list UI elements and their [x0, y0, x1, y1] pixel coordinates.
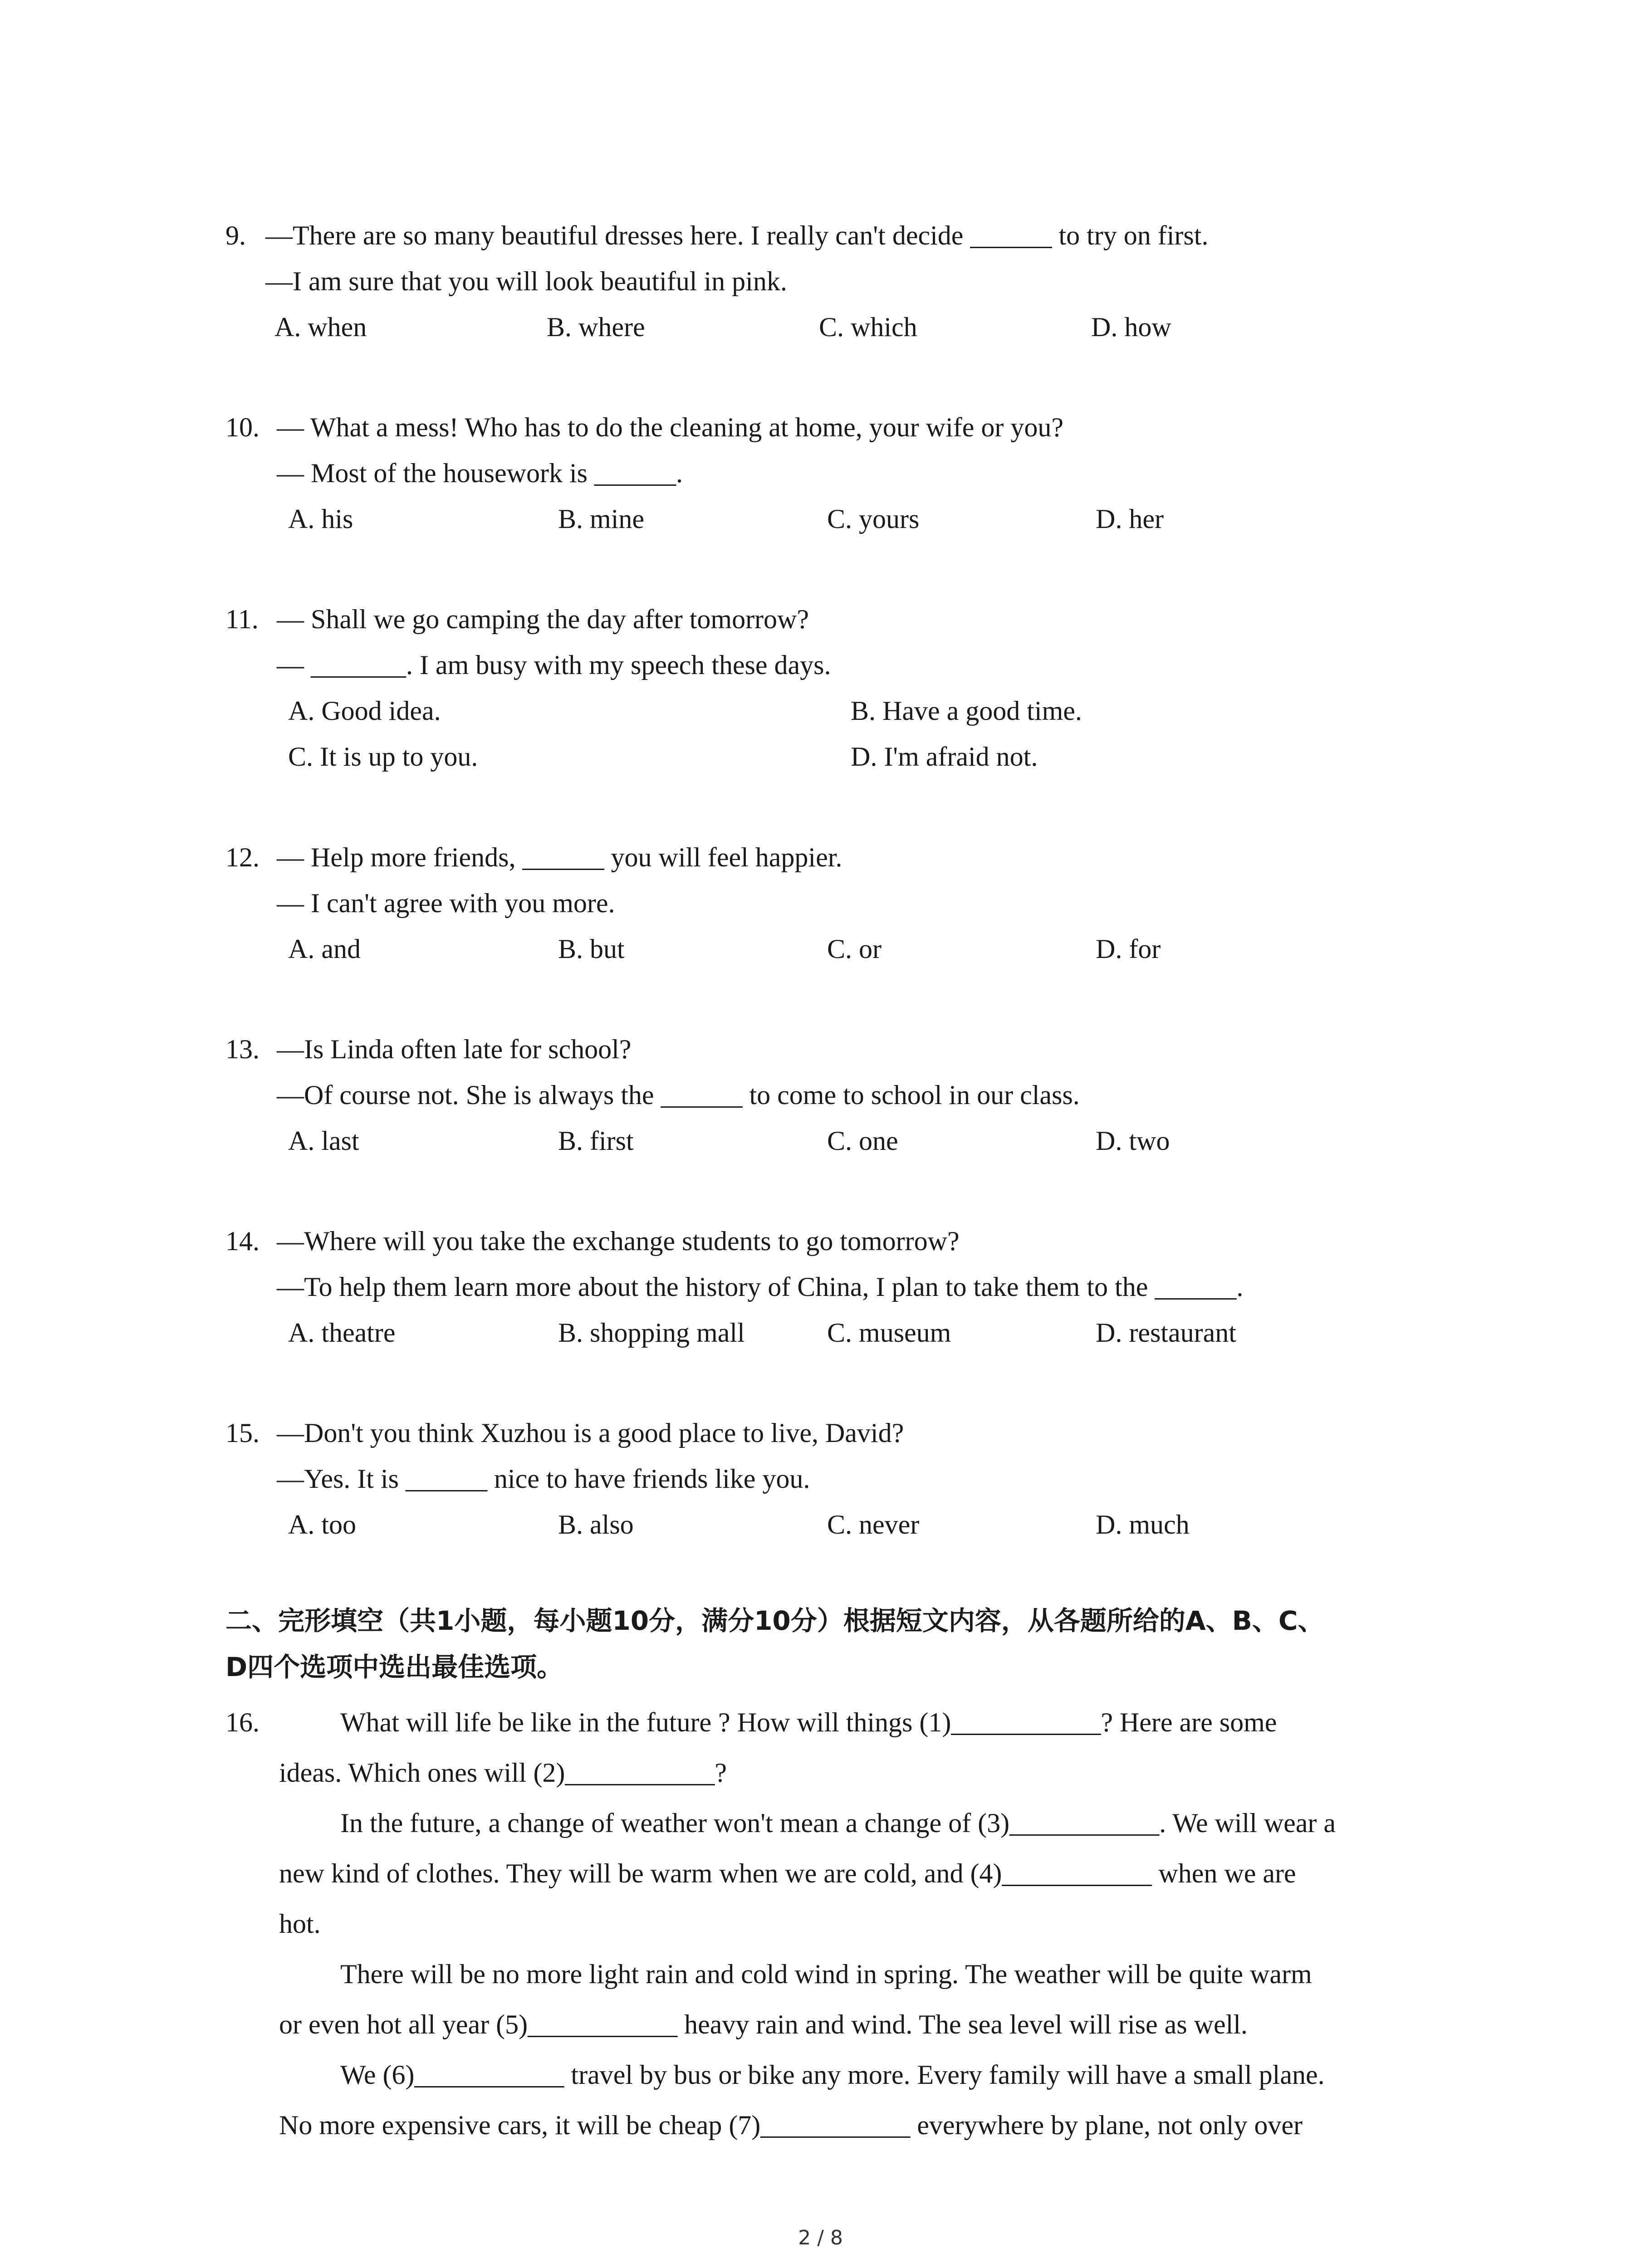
question-number: 14.	[225, 1226, 260, 1256]
passage-line: ideas. Which ones will (2)___________?	[279, 1758, 727, 1788]
question-line: —I am sure that you will look beautiful in pink.	[265, 266, 787, 296]
option-c: C. which	[819, 312, 917, 342]
option-d: D. much	[1096, 1510, 1190, 1540]
question-number: 15.	[225, 1418, 260, 1448]
option-c: C. one	[827, 1126, 898, 1156]
passage-line: We (6)___________ travel by bus or bike any more. Every family will have a small plane.	[340, 2060, 1325, 2090]
passage-line: What will life be like in the future ? How will things (1)___________? Here are some	[340, 1707, 1277, 1737]
option-a: A. and	[288, 934, 361, 964]
section-heading: 二、完形填空（共1小题，每小题10分，满分10分）根据短文内容，从各题所给的A、B、C、	[225, 1605, 1324, 1636]
passage-line: hot.	[279, 1909, 321, 1939]
question-number: 9.	[225, 220, 246, 250]
question-line: —Is Linda often late for school?	[277, 1034, 632, 1064]
option-a: A. his	[288, 504, 353, 534]
option-d: D. restaurant	[1096, 1318, 1236, 1348]
question-line: —Of course not. She is always the ______ to come to school in our class.	[277, 1080, 1080, 1110]
question-line: — Help more friends, ______ you will feel happier.	[277, 842, 843, 872]
question-line: — I can't agree with you more.	[277, 888, 615, 918]
question-line: —Where will you take the exchange students to go tomorrow?	[277, 1226, 960, 1256]
option-d: D. two	[1096, 1126, 1170, 1156]
option-d: D. for	[1096, 934, 1161, 964]
question-number: 16.	[225, 1707, 260, 1737]
question-line: —Yes. It is ______ nice to have friends like you.	[277, 1464, 810, 1494]
passage-line: new kind of clothes. They will be warm when we are cold, and (4)___________ when we are	[279, 1858, 1296, 1888]
question-line: — Most of the housework is ______.	[277, 458, 683, 488]
page-number: 2 / 8	[798, 2226, 843, 2249]
question-line: —Don't you think Xuzhou is a good place to live, David?	[277, 1418, 904, 1448]
option-b: B. but	[558, 934, 625, 964]
passage-line: No more expensive cars, it will be cheap (7)___________ everywhere by plane, not only over	[279, 2110, 1303, 2140]
option-d: D. her	[1096, 504, 1164, 534]
question-line: — What a mess! Who has to do the cleaning at home, your wife or you?	[277, 412, 1063, 442]
option-b: B. shopping mall	[558, 1318, 745, 1348]
option-b: B. first	[558, 1126, 634, 1156]
question-number: 10.	[225, 412, 260, 442]
option-c: C. yours	[827, 504, 920, 534]
option-a: A. theatre	[288, 1318, 396, 1348]
option-a: A. too	[288, 1510, 356, 1540]
section-heading: D四个选项中选出最佳选项。	[225, 1652, 563, 1682]
option-c: C. It is up to you.	[288, 742, 478, 772]
option-b: B. where	[547, 312, 645, 342]
passage-line: In the future, a change of weather won't mean a change of (3)___________. We will wear a	[340, 1808, 1336, 1838]
question-line: — _______. I am busy with my speech these days.	[277, 650, 831, 680]
option-b: B. Have a good time.	[851, 696, 1082, 726]
question-number: 13.	[225, 1034, 260, 1064]
option-d: D. how	[1091, 312, 1171, 342]
option-c: C. or	[827, 934, 882, 964]
passage-line: There will be no more light rain and cold wind in spring. The weather will be quite warm	[340, 1959, 1312, 1989]
question-line: —There are so many beautiful dresses here. I really can't decide ______ to try on first.	[265, 220, 1209, 250]
option-d: D. I'm afraid not.	[851, 742, 1038, 772]
option-c: C. never	[827, 1510, 920, 1540]
option-b: B. also	[558, 1510, 634, 1540]
option-a: A. last	[288, 1126, 359, 1156]
option-c: C. museum	[827, 1318, 951, 1348]
question-line: —To help them learn more about the history of China, I plan to take them to the ______.	[277, 1272, 1244, 1302]
passage-line: or even hot all year (5)___________ heavy rain and wind. The sea level will rise as well.	[279, 2009, 1248, 2039]
option-a: A. Good idea.	[288, 696, 441, 726]
option-b: B. mine	[558, 504, 644, 534]
question-number: 11.	[225, 604, 259, 634]
question-line: — Shall we go camping the day after tomorrow?	[277, 604, 809, 634]
question-number: 12.	[225, 842, 260, 872]
option-a: A. when	[274, 312, 367, 342]
